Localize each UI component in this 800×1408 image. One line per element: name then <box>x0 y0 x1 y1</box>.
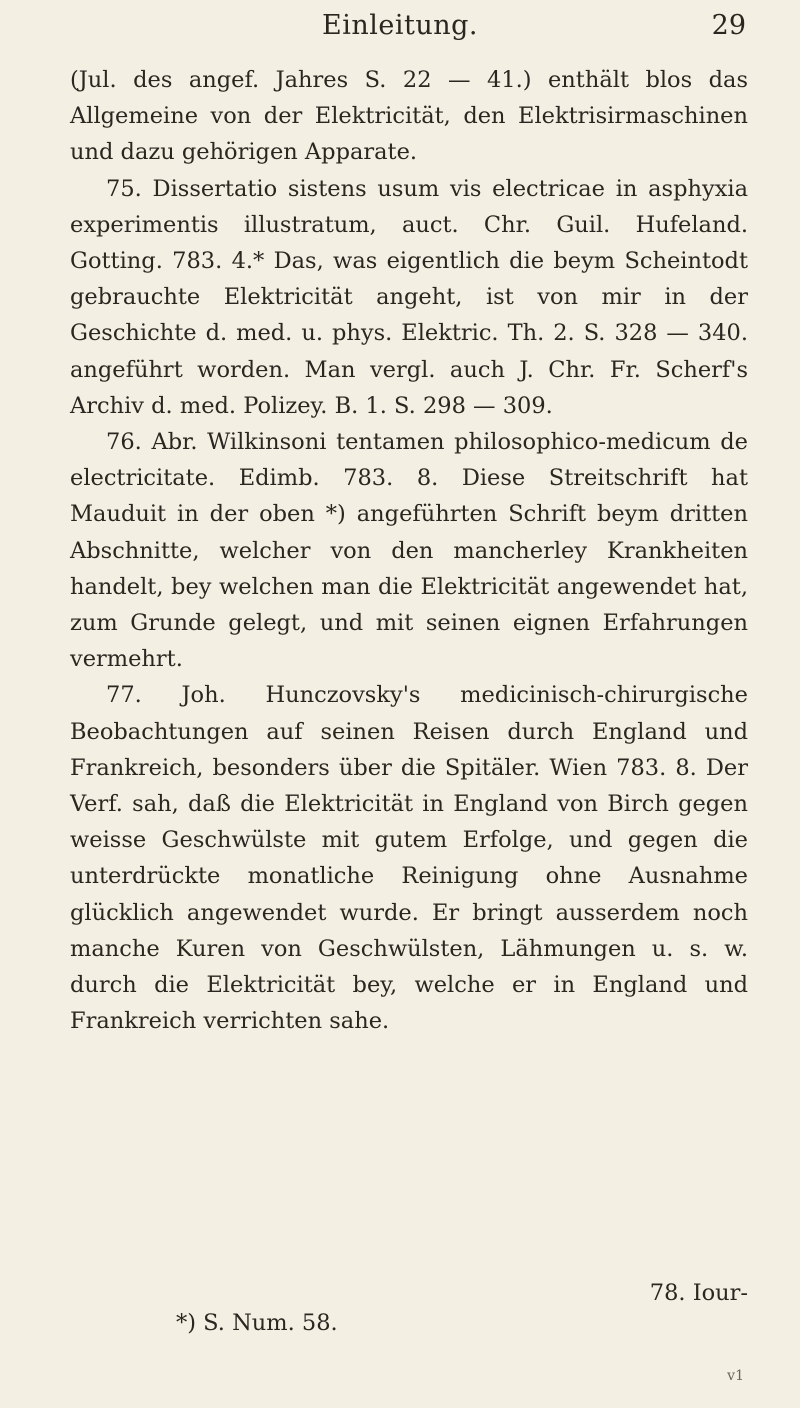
page-foot <box>70 1280 748 1346</box>
running-head <box>0 8 800 48</box>
paragraph-continuation: (Jul. des angef. Jahres S. 22 — 41.) enthält blos das Allgemeine von der Elektricität, den Elektrisirmaschinen und dazu gehörigen Apparate. <box>70 67 748 166</box>
entry-75: 75. Dissertatio sistens usum vis electricae in asphyxia experimentis illustratum, auct. Chr. Guil. Hufeland. Gotting. 783. 4.* Das, was eigentlich die beym Scheintodt gebrauchte Elektricität angeht, ist von mir in der Geschichte d. med. u. phys. Elektric. Th. 2. S. 328 — 340. angeführt worden. Man vergl. auch J. Chr. Fr. Scherf's Archiv d. med. Polizey. B. 1. S. 298 — 309. <box>70 175 748 419</box>
entry-76: 76. Abr. Wilkinsoni tentamen philosophico-medicum de electricitate. Edimb. 783. 8. Diese Streitschrift hat Mauduit in der oben *) angeführten Schrift beym dritten Abschnitte, welcher von den mancherley Krankheiten handelt, bey welchen man die Elektricität angewendet hat, zum Grunde gelegt, und mit seinen eignen Erfahrungen vermehrt. <box>70 429 748 673</box>
running-title: Einleitung. <box>322 10 478 41</box>
page-number: 29 <box>711 10 746 41</box>
footnote: *) S. Num. 58. <box>176 1310 338 1336</box>
printer-signature: v1 <box>727 1368 744 1384</box>
catchword: 78. Iour- <box>649 1280 748 1306</box>
entry-77: 77. Joh. Hunczovsky's medicinisch-chirurgische Beobachtungen auf seinen Reisen durch England und Frankreich, besonders über die Spitäler. Wien 783. 8. Der Verf. sah, daß die Elektricität in England von Birch gegen weisse Geschwülste mit gutem Erfolge, und gegen die unterdrückte monatliche Reinigung ohne Ausnahme glücklich angewendet wurde. Er bringt ausserdem noch manche Kuren von Geschwülsten, Lähmungen u. s. w. durch die Elektricität bey, welche er in England und Frankreich verrichten sahe. <box>70 682 748 1035</box>
body-text <box>70 62 748 1039</box>
